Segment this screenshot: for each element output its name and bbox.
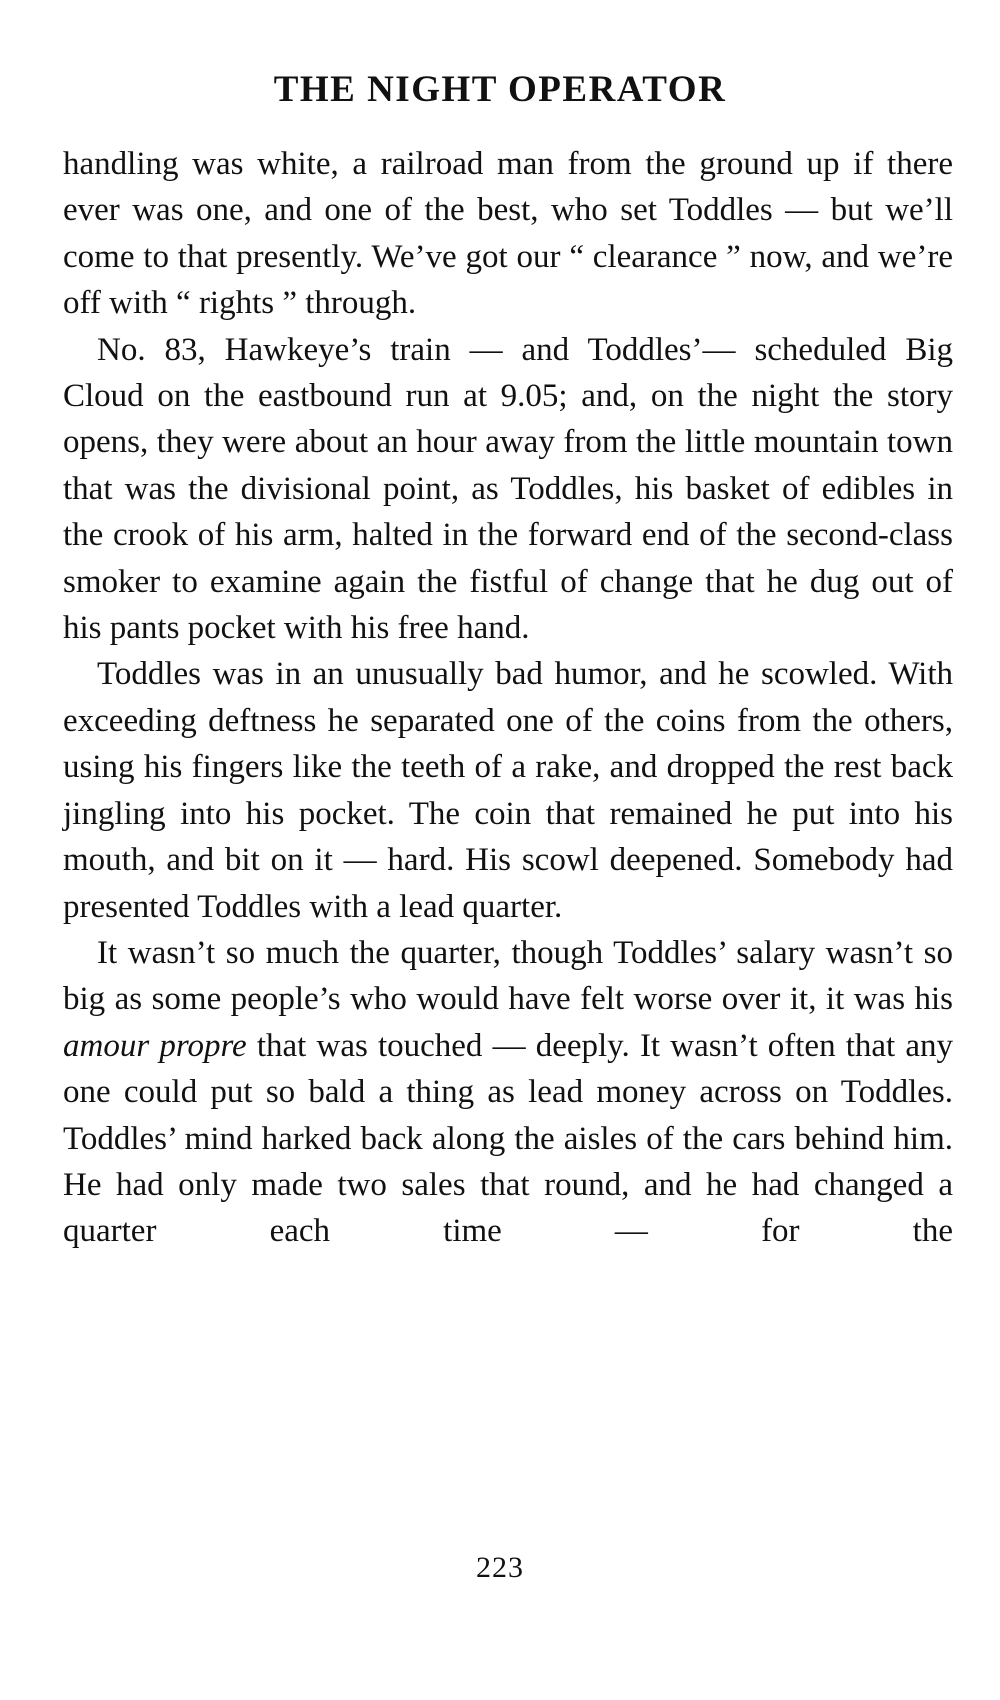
paragraph-2: No. 83, Hawkeye’s train — and Toddles’— scheduled Big Cloud on the eastbound run at 9.05; and, on the night the story opens, they were about an hour away from the little mountain town that was the divisional point, as Toddles, his basket of edibles in the crook of his arm, halted in the forward end of the second-class smoker to examine again the fistful of change that he dug out of his pants pocket with his free hand. (63, 331, 953, 647)
paragraph-4-start: It wasn’t so much the quarter, though Toddles’ salary wasn’t so big as some people’s who would have felt worse over it, it was his (63, 934, 953, 1018)
paragraph-3: Toddles was in an unusually bad humor, and he scowled. With exceeding deftness he separated one of the coins from the others, using his fingers like the teeth of a rake, and dropped the rest back jingling into his pocket. The coin that remained he put into his mouth, and bit on it — hard. His scowl deepened. Somebody had presented Toddles with a lead quarter. (63, 656, 953, 925)
body-text (63, 141, 953, 1255)
page-number: 223 (476, 1551, 524, 1584)
running-title: THE NIGHT OPERATOR (273, 69, 727, 110)
paragraph-4 (63, 930, 953, 1255)
paragraph-4-end: that was touched — deeply. It wasn’t often that any one could put so bald a thing as lead money across on Toddles. Toddles’ mind harked back along the aisles of the cars behind him. He had only made two sales that round, and he had changed a quarter each time — for the (63, 1027, 954, 1250)
italic-phrase: amour propre (63, 1027, 247, 1064)
paragraph-1: handling was white, a railroad man from the ground up if there ever was one, and one of the best, who set Toddles — but we’ll come to that presently. We’ve got our “ clearance ” now, and we’re off with “ rights ” through. (63, 146, 953, 322)
